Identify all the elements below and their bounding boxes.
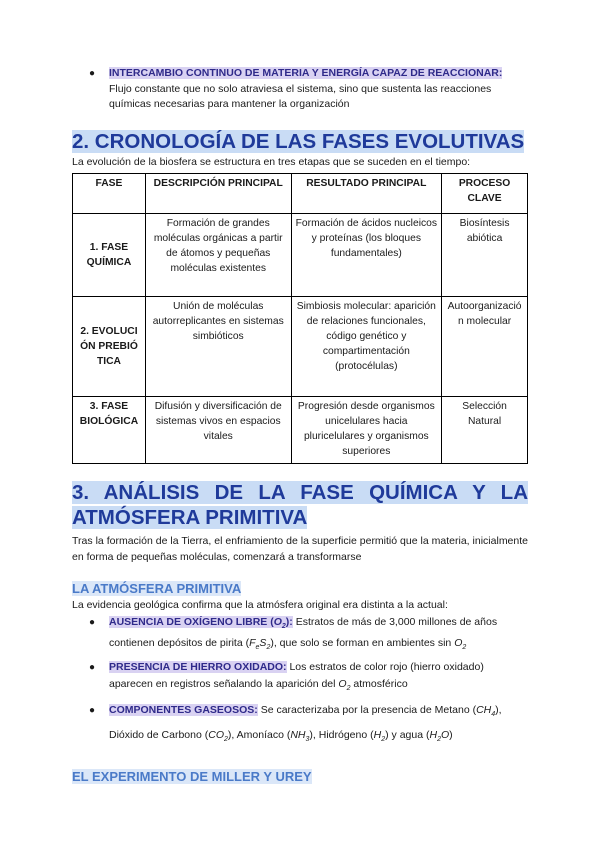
bullet-text: atmosférico — [350, 677, 408, 690]
bullet-dot-icon: ● — [89, 704, 96, 716]
table-cell: Unión de moléculas autorreplicantes en sistemas simbióticos — [145, 297, 291, 397]
table-header: PROCESO CLAVE — [442, 174, 528, 214]
intro-bullet — [72, 66, 528, 113]
table-header: FASE — [73, 174, 146, 214]
bullet-text: Estratos de más de 3,000 millones de años contienen depósitos de pirita ( — [109, 615, 498, 649]
bullet-heading: AUSENCIA DE OXÍGENO LIBRE $(O_2)$: — [109, 615, 293, 630]
table-cell: 3. FASE BIOLÓGICA — [73, 397, 146, 464]
formula: $CH_4$ — [476, 703, 496, 718]
atmosphere-title: LA ATMÓSFERA PRIMITIVA — [72, 581, 242, 596]
bullet-text: ), Hidrógeno ( — [309, 728, 374, 741]
formula: $O_2$ — [454, 636, 467, 651]
formula: $H_2O$ — [429, 728, 450, 743]
bullet-dot-icon: ● — [89, 68, 96, 79]
miller-title: EL EXPERIMENTO DE MILLER Y UREY — [72, 768, 312, 784]
table-row — [73, 397, 528, 464]
bullet-text: ) — [449, 728, 453, 741]
table-cell: Formación de grandes moléculas orgánicas a partir de átomos y pequeñas moléculas existentes — [145, 214, 291, 297]
table-cell: Simbiosis molecular: aparición de relaciones funcionales, código genético y compartimentación (protocélulas) — [291, 297, 442, 397]
table-row — [73, 214, 528, 297]
bullet-text: Se caracterizaba por la presencia de Metano ( — [257, 703, 477, 716]
table-cell: Biosíntesis abiótica — [442, 214, 528, 297]
table-cell: Difusión y diversificación de sistemas vivos en espacios vitales — [145, 397, 291, 464]
document-page — [72, 66, 528, 785]
table-cell: Formación de ácidos nucleicos y proteínas (los bloques fundamentales) — [291, 214, 442, 297]
bullet-text: ), que solo se forman en ambientes sin — [270, 636, 455, 649]
section2-title: 2. CRONOLOGÍA DE LAS FASES EVOLUTIVAS — [72, 129, 525, 153]
table-cell: Selección Natural — [442, 397, 528, 464]
formula: $O_2$ — [273, 615, 286, 630]
formula: $CO_2$ — [208, 728, 228, 743]
table-header: DESCRIPCIÓN PRINCIPAL — [145, 174, 291, 214]
bullet-text: ), Amoníaco ( — [227, 728, 291, 741]
bullet-heading: COMPONENTES GASEOSOS: — [109, 703, 258, 716]
atmosphere-bullet-iron — [72, 659, 528, 697]
table-row — [73, 297, 528, 397]
phases-table — [72, 173, 528, 464]
table-cell: 1. FASE QUÍMICA — [73, 214, 146, 297]
intro-bullet-colon: : — [498, 67, 503, 79]
bullet-dot-icon: ● — [89, 616, 96, 628]
section3-title: 3. ANÁLISIS DE LA FASE QUÍMICA Y LA ATMÓSFERA PRIMITIVA — [72, 481, 528, 529]
section2-intro: La evolución de la biosfera se estructura en tres etapas que se suceden en el tiempo: — [72, 155, 471, 168]
formula: $NH_3$ — [290, 728, 310, 743]
intro-bullet-heading: INTERCAMBIO CONTINUO DE MATERIA Y ENERGÍA CAPAZ DE REACCIONAR — [109, 67, 499, 79]
formula: $H_2$ — [373, 728, 386, 743]
table-header-row — [73, 174, 528, 214]
table-cell: Progresión desde organismos unicelulares hacia pluricelulares y organismos superiores — [291, 397, 442, 464]
formula: $O_2$ — [338, 677, 351, 692]
table-cell: Autoorganización molecular — [442, 297, 528, 397]
table-header: RESULTADO PRINCIPAL — [291, 174, 442, 214]
atmosphere-intro: La evidencia geológica confirma que la atmósfera original era distinta a la actual: — [72, 599, 448, 611]
table-cell: 2. EVOLUCIÓN PREBIÓTICA — [73, 297, 146, 397]
atmosphere-bullet-gases — [72, 700, 528, 750]
bullet-dot-icon: ● — [89, 661, 96, 673]
section3-intro: Tras la formación de la Tierra, el enfriamiento de la superficie permitió que la materia, inicialmente en forma de pequeñas moléculas, comenzará a transformarse — [72, 535, 528, 563]
formula: $F_eS_2$ — [249, 636, 271, 651]
bullet-text: ), Dióxido de Carbono ( — [109, 703, 502, 741]
bullet-heading: PRESENCIA DE HIERRO OXIDADO: — [109, 660, 287, 673]
bullet-text: Los estratos de color rojo (hierro oxidado) aparecen en registros señalando la aparición del — [109, 660, 484, 690]
intro-bullet-text: Flujo constante que no solo atraviesa el sistema, sino que sustenta las reacciones químicas necesarias para mantener la organización — [109, 82, 492, 110]
atmosphere-bullet-oxygen — [72, 614, 528, 656]
bullet-text: ) y agua ( — [385, 728, 430, 741]
